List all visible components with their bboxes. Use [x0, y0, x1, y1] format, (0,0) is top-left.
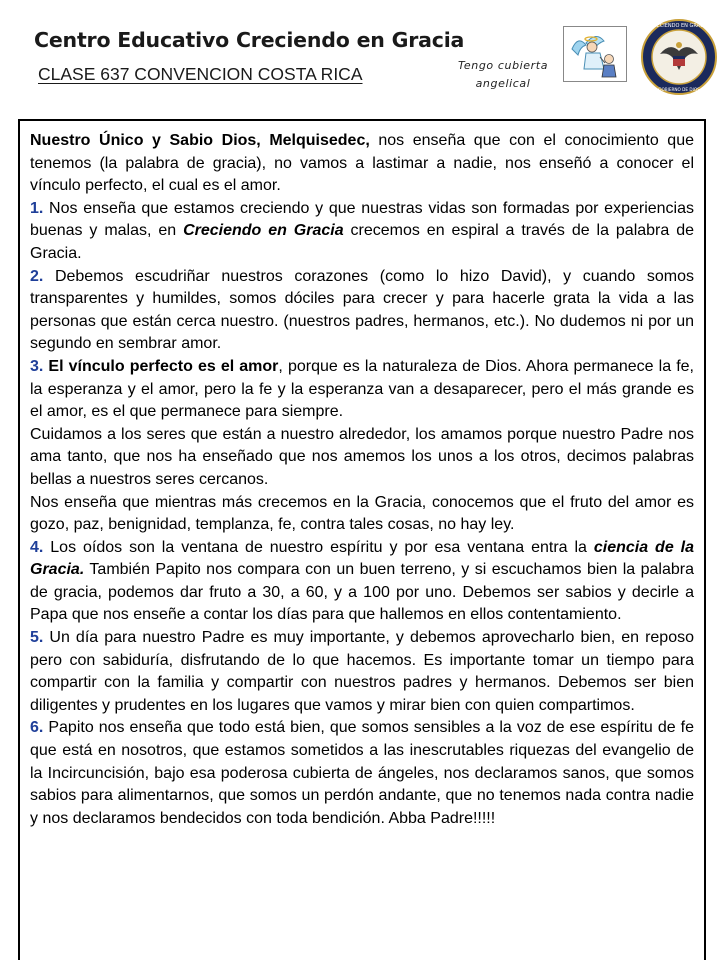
svg-text:CRECIENDO EN GRACIA: CRECIENDO EN GRACIA [649, 23, 709, 29]
emphasis-text: El vínculo perfecto es el amor [43, 357, 279, 375]
point-text: Los oídos son la ventana de nuestro espíritu y por esa ventana entra la [43, 538, 594, 556]
paragraph-6 [30, 717, 694, 830]
point-text: Papito nos enseña que todo está bien, que somos sensibles a la voz de ese espíritu de fe que está en nosotros, que estamos sometidos a las inescrutables riquezas del evangelio de la Incircuncisión, bajo esa poderosa cubierta de ángeles, nos declaramos sanos, que somos sabios para alimentarnos, que somos un perdón andante, que no tenemos nada contra nadie y nos declaramos bendecidos con toda bendición. Abba Padre!!!!! [30, 719, 694, 827]
point-text: Un día para nuestro Padre es muy importante, y debemos aprovecharlo bien, en reposo pero con sabiduría, disfrutando de lo que hacemos. Es importante tomar un tiempo para compartir con la familia y compartir con nuestros padres y hermanos. Debemos ser bien diligentes y prudentes en los lugares que vamos y mirar bien con quien compartimos. [30, 629, 694, 714]
class-subtitle: CLASE 637 CONVENCION COSTA RICA [38, 64, 363, 84]
point-text: Debemos escudriñar nuestros corazones (como lo hizo David), y cuando somos transparentes y humildes, somos dóciles para crecer y para hacerle grata la vida a las personas que están cerca nuestro. (nuestros padres, hermanos, etc.). No dudemos ni por un segundo en sembrar amor. [30, 267, 694, 353]
angel-caption [448, 57, 558, 93]
paragraph-2 [30, 266, 694, 356]
paragraph-love: Cuidamos a los seres que están a nuestro alrededor, los amamos porque nuestro Padre nos ama tanto, que nos ha enseñado que nos amemos los unos a los otros, decimos palabras bellas a nuestros seres cercanos. [30, 425, 694, 488]
paragraph-5 [30, 627, 694, 717]
paragraph-intro [30, 130, 694, 198]
paragraph-fruit: Nos enseña que mientras más crecemos en la Gracia, conocemos que el fruto del amor es gozo, paz, benignidad, templanza, fe, contra tales cosas, no hay ley. [30, 493, 694, 534]
emphasis-text: ciencia de la Gracia. [30, 538, 694, 579]
point-number: 1. [30, 199, 44, 217]
point-number: 6. [30, 719, 44, 737]
intro-text: nos enseña que con el conocimiento que tenemos (la palabra de gracia), no vamos a lastimar a nadie, nos enseñó a conocer el vínculo perfecto, el cual es el amor. [30, 132, 694, 195]
point-number: 2. [30, 267, 44, 285]
angel-cartoon-icon [563, 26, 627, 82]
point-text: También Papito nos compara con un buen terreno, y si escuchamos bien la palabra de gracia, podemos dar fruto a 30, a 60, y a 100 por uno. Debemos ser sabios y decirle a Papa que nos enseñe a contar los días para que hallemos en ellos contentamiento. [30, 561, 694, 624]
point-number: 3. [30, 357, 44, 375]
content-body [30, 130, 694, 830]
paragraph-4 [30, 537, 694, 627]
point-text: crecemos en espiral a través de la palabra de Gracia. [30, 222, 694, 262]
page-title: Centro Educativo Creciendo en Gracia [34, 28, 465, 52]
emphasis-text: Creciendo en Gracia [183, 222, 344, 240]
point-number: 5. [30, 629, 44, 647]
angel-caption-line2: angelical [475, 77, 531, 90]
point-number: 4. [30, 538, 44, 556]
paragraph-3 [30, 356, 694, 424]
point-text: Nos enseña que estamos creciendo y que nuestras vidas son formadas por experiencias buenas y malas, en [30, 199, 694, 240]
point-text: , porque es la naturaleza de Dios. Ahora permanece la fe, la esperanza y el amor, pero la fe y la esperanza van a desaparecer, pero el más grande es el amor, es el que permanece para siempre. [30, 357, 695, 421]
intro-lead: Nuestro Único y Sabio Dios, Melquisedec, [30, 132, 370, 149]
svg-text:GOBIERNO DE DIOS: GOBIERNO DE DIOS [658, 87, 700, 92]
angel-caption-line1: Tengo cubierta [457, 59, 549, 72]
seal-emblem-icon [640, 18, 718, 96]
paragraph-1 [30, 198, 694, 266]
